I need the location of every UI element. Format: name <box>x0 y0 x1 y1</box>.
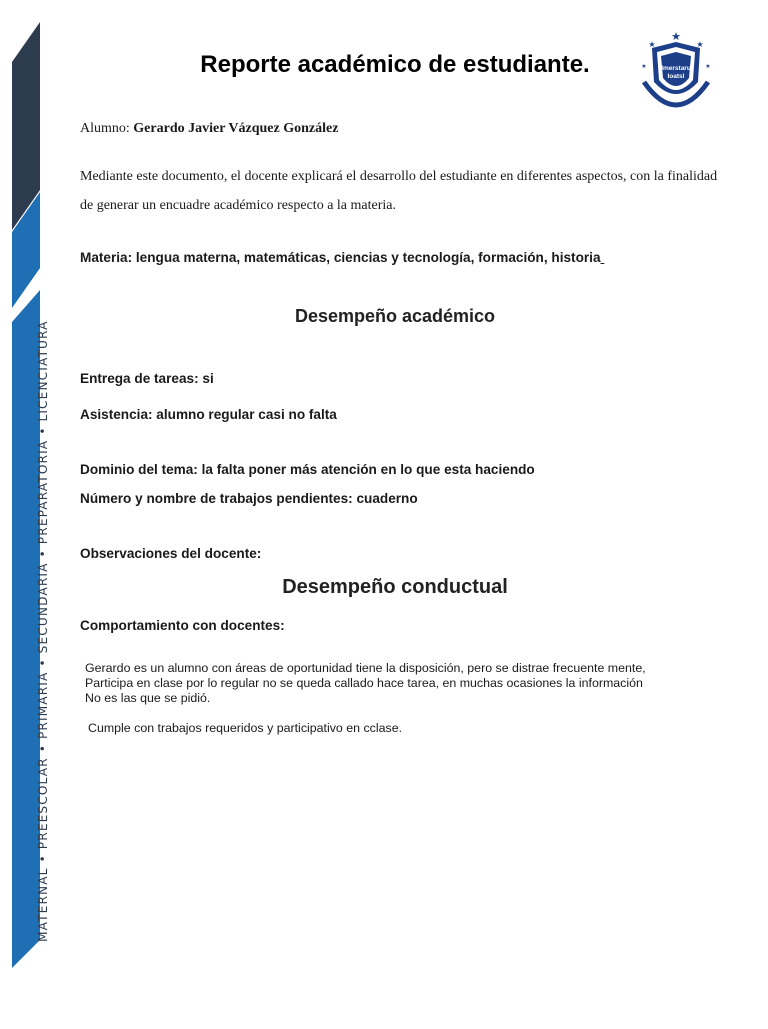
intro-line-2: de generar un encuadre académico respecto a la materia. <box>80 198 396 213</box>
mastery-line: Dominio del tema: la falta poner más atención en lo que esta haciendo <box>80 462 535 477</box>
student-line <box>80 121 338 137</box>
sidebar-ribbon <box>0 0 60 1024</box>
academic-heading: Desempeño académico <box>294 306 496 326</box>
subject-text: Materia: lengua materna, matemáticas, ciencias y tecnología, formación, historia <box>80 250 601 265</box>
intro-paragraph <box>80 162 720 220</box>
observations-label: Observaciones del docente: <box>80 546 262 561</box>
attendance-line: Asistencia: alumno regular casi no falta <box>80 407 337 422</box>
svg-text:★: ★ <box>696 40 704 49</box>
conduct-closing: Cumple con trabajos requeridos y participativo en cclase. <box>88 721 403 735</box>
svg-text:★: ★ <box>671 31 681 43</box>
education-levels-text: MATERNAL • PREESCOLAR • PRIMARIA • SECUNDARIA • PREPARATORIA • LICENCIATURA <box>36 320 50 942</box>
student-label: Alumno: <box>80 121 130 136</box>
svg-text:Imerstaru: Imerstaru <box>661 65 691 72</box>
school-shield-logo <box>638 30 714 114</box>
svg-text:★: ★ <box>705 64 711 70</box>
homework-line: Entrega de tareas: si <box>80 371 214 386</box>
subject-line <box>80 250 604 265</box>
intro-line-1: Mediante este documento, el docente explicará el desarrollo del estudiante en diferentes aspectos, con la finalidad <box>80 169 718 184</box>
student-name: Gerardo Javier Vázquez González <box>133 121 339 136</box>
svg-text:★: ★ <box>648 40 656 49</box>
report-title: Reporte académico de estudiante. <box>200 51 590 78</box>
svg-text:Ioatsl: Ioatsl <box>667 73 685 80</box>
behavior-label: Comportamiento con docentes: <box>80 618 285 633</box>
pending-work-line: Número y nombre de trabajos pendientes: cuaderno <box>80 491 418 506</box>
sidebar-banner <box>0 0 60 1024</box>
svg-text:★: ★ <box>641 64 647 70</box>
conduct-paragraph: Gerardo es un alumno con áreas de oportunidad tiene la disposición, pero se distrae frecuente mente, Participa en clase por lo regular no se queda callado hace tarea, en muchas ocasiones la información No es las que se pidió. <box>85 661 646 705</box>
subject-underline <box>601 250 605 265</box>
conduct-heading: Desempeño conductual <box>282 576 508 598</box>
